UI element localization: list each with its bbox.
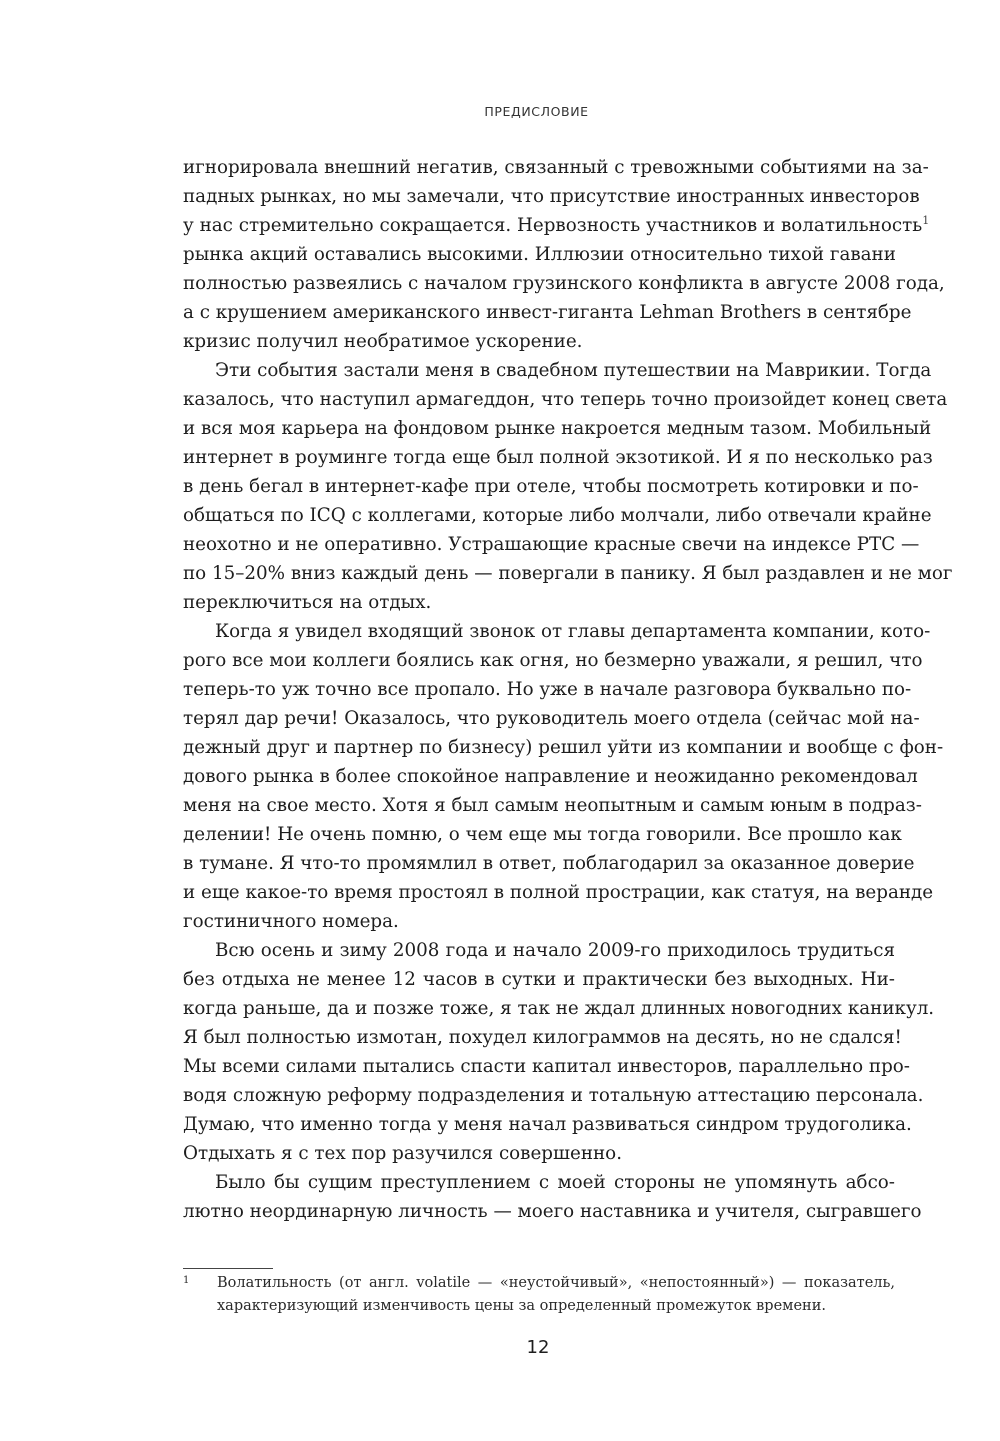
text-line xyxy=(183,211,930,240)
text-line: в день бегал в интернет-кафе при отеле, чтобы посмотреть котировки и по- xyxy=(183,476,919,497)
text-line: водя сложную реформу подразделения и тотальную аттестацию персонала. xyxy=(183,1085,924,1106)
text-line: Было бы сущим преступлением с моей стороны не упомянуть абсо- xyxy=(215,1172,895,1193)
footnote-number: 1 xyxy=(183,1275,190,1286)
text-line: и вся моя карьера на фондовом рынке накроется медным тазом. Мобильный xyxy=(183,418,932,439)
footnote-line: Волатильность (от англ. volatile — «неустойчивый», «непостоянный») — показатель, xyxy=(217,1275,895,1291)
text-line: общаться по ICQ с коллегами, которые либо молчали, либо отвечали крайне xyxy=(183,505,932,526)
text-line: меня на свое место. Хотя я был самым неопытным и самым юным в подраз- xyxy=(183,795,922,816)
text-line: лютно неординарную личность — моего наставника и учителя, сыгравшего xyxy=(183,1201,922,1222)
text-line: Когда я увидел входящий звонок от главы департамента компании, кото- xyxy=(215,621,931,642)
paragraph xyxy=(183,1168,922,1226)
text-line: рого все мои коллеги боялись как огня, но безмерно уважали, я решил, что xyxy=(183,650,923,671)
text-line: Я был полностью измотан, похудел килограммов на десять, но не сдался! xyxy=(183,1027,902,1048)
text-line: в тумане. Я что-то промямлил в ответ, поблагодарил за оказанное доверие xyxy=(183,853,915,874)
text-line: и еще какое-то время простоял в полной прострации, как статуя, на веранде xyxy=(183,882,934,903)
text-line: кризис получил необратимое ускорение. xyxy=(183,331,583,352)
text-line: Отдыхать я с тех пор разучился совершенно. xyxy=(183,1143,622,1164)
text-line: переключиться на отдых. xyxy=(183,592,432,613)
text-line: полностью развеялись с началом грузинского конфликта в августе 2008 года, xyxy=(183,273,945,294)
paragraph xyxy=(183,356,953,617)
footnote xyxy=(183,1272,895,1318)
footnote-reference: 1 xyxy=(922,213,930,227)
paragraph xyxy=(183,617,944,936)
text-line: по 15–20% вниз каждый день — повергали в панику. Я был раздавлен и не мог xyxy=(183,563,953,584)
text-line: дежный друг и партнер по бизнесу) решил уйти из компании и вообще с фон- xyxy=(183,737,944,758)
text-line: рынка акций оставались высокими. Иллюзии относительно тихой гавани xyxy=(183,244,896,265)
text-line: а с крушением американского инвест-гиганта Lehman Brothers в сентябре xyxy=(183,302,912,323)
text-line: дового рынка в более спокойное направление и неожиданно рекомендовал xyxy=(183,766,918,787)
text-line: Думаю, что именно тогда у меня начал развиваться синдром трудоголика. xyxy=(183,1114,912,1135)
text-line: интернет в роуминге тогда еще был полной экзотикой. И я по несколько раз xyxy=(183,447,933,468)
text-line: Всю осень и зиму 2008 года и начало 2009-го приходилось трудиться xyxy=(215,940,895,961)
text-line: без отдыха не менее 12 часов в сутки и практически без выходных. Ни- xyxy=(183,969,895,990)
footnote-line: характеризующий изменчивость цены за определенный промежуток времени. xyxy=(217,1298,826,1314)
text-line-content: у нас стремительно сокращается. Нервозность участников и волатильность xyxy=(183,215,923,236)
body-text xyxy=(183,153,953,1226)
footnote-separator xyxy=(183,1268,273,1269)
text-line: когда раньше, да и позже тоже, я так не ждал длинных новогодних каникул. xyxy=(183,998,935,1019)
text-line: гостиничного номера. xyxy=(183,911,399,932)
text-line: Эти события застали меня в свадебном путешествии на Маврикии. Тогда xyxy=(215,360,932,381)
text-line: Мы всеми силами пытались спасти капитал инвесторов, параллельно про- xyxy=(183,1056,910,1077)
text-line: казалось, что наступил армагеддон, что теперь точно произойдет конец света xyxy=(183,389,948,410)
text-line: терял дар речи! Оказалось, что руководитель моего отдела (сейчас мой на- xyxy=(183,708,920,729)
text-line: теперь-то уж точно все пропало. Но уже в начале разговора буквально по- xyxy=(183,679,912,700)
text-line: падных рынках, но мы замечали, что присутствие иностранных инвесторов xyxy=(183,186,920,207)
paragraph xyxy=(183,936,935,1168)
paragraph xyxy=(183,153,945,356)
running-head: ПРЕДИСЛОВИЕ xyxy=(484,104,589,119)
page-number: 12 xyxy=(526,1337,550,1358)
text-line: неохотно и не оперативно. Устрашающие красные свечи на индексе РТС — xyxy=(183,534,920,555)
text-line: делении! Не очень помню, о чем еще мы тогда говорили. Все прошло как xyxy=(183,824,902,845)
text-line: игнорировала внешний негатив, связанный с тревожными событиями на за- xyxy=(183,157,929,178)
footnote-text xyxy=(217,1272,895,1318)
